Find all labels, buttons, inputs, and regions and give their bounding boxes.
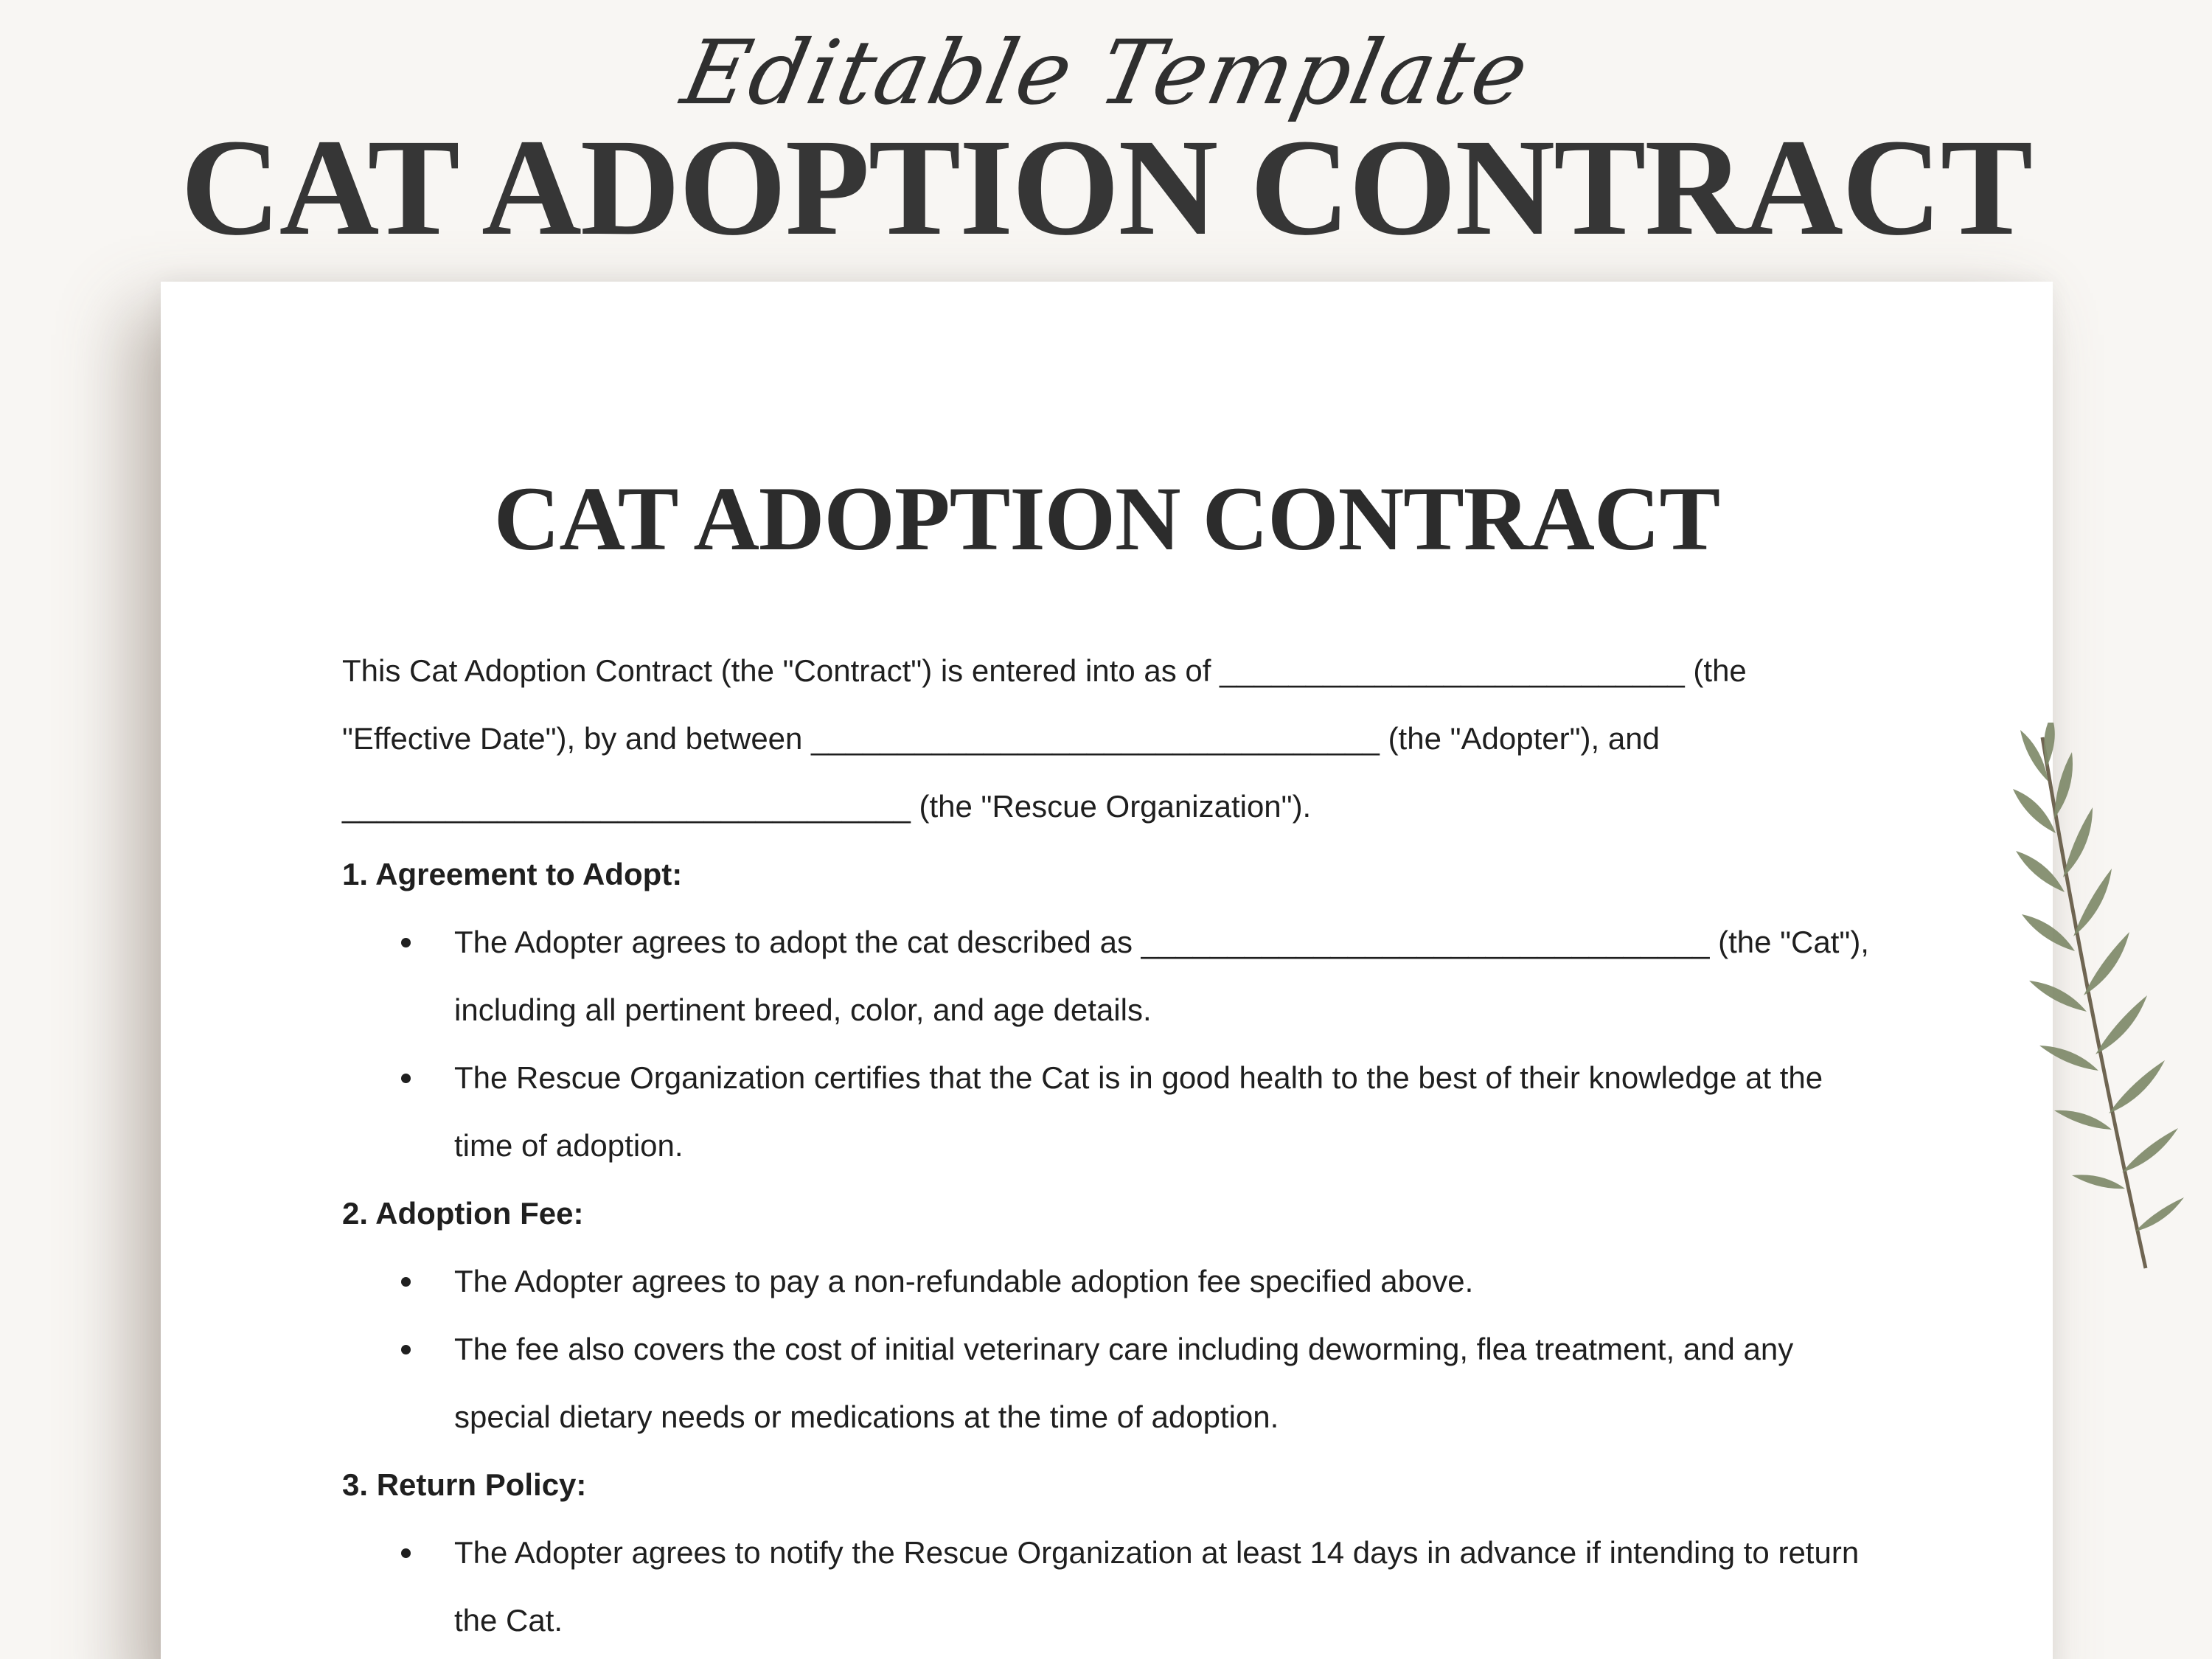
- list-item: The Adopter agrees to adopt the cat described as _________________________________ (the "Cat"), including all pertinent breed, color, and age details.: [454, 908, 1876, 1044]
- script-subtitle: Editable Template: [674, 22, 1538, 125]
- list-item: The Adopter agrees to notify the Rescue Organization at least 14 days in advance if intending to return the Cat.: [454, 1519, 1876, 1655]
- section-list-fee: [342, 1248, 1876, 1451]
- document-page: [161, 282, 2053, 1659]
- list-item: The Rescue Organization certifies that the Cat is in good health to the best of their knowledge at the time of adoption.: [454, 1044, 1876, 1180]
- hero-title: CAT ADOPTION CONTRACT: [180, 110, 2032, 264]
- document-title: CAT ADOPTION CONTRACT: [493, 468, 1720, 569]
- intro-paragraph: This Cat Adoption Contract (the "Contract") is entered into as of ___________________________ (the "Effective Date"), by and between _________________________________ (the "Adopter"), and _________________________________ (the "Rescue Organization").: [342, 653, 1747, 824]
- list-item: The fee also covers the cost of initial veterinary care including deworming, flea treatment, and any special dietary needs or medications at the time of adoption.: [454, 1315, 1876, 1451]
- section-list-agreement: [342, 908, 1876, 1180]
- section-list-return: [342, 1519, 1876, 1655]
- section-heading-return: 3. Return Policy:: [342, 1467, 587, 1502]
- rosemary-sprig-decoration: [2006, 723, 2197, 1283]
- document-body: [342, 637, 1876, 1655]
- section-heading-agreement: 1. Agreement to Adopt:: [342, 857, 683, 891]
- section-heading-fee: 2. Adoption Fee:: [342, 1196, 584, 1231]
- list-item: The Adopter agrees to pay a non-refundable adoption fee specified above.: [454, 1248, 1876, 1315]
